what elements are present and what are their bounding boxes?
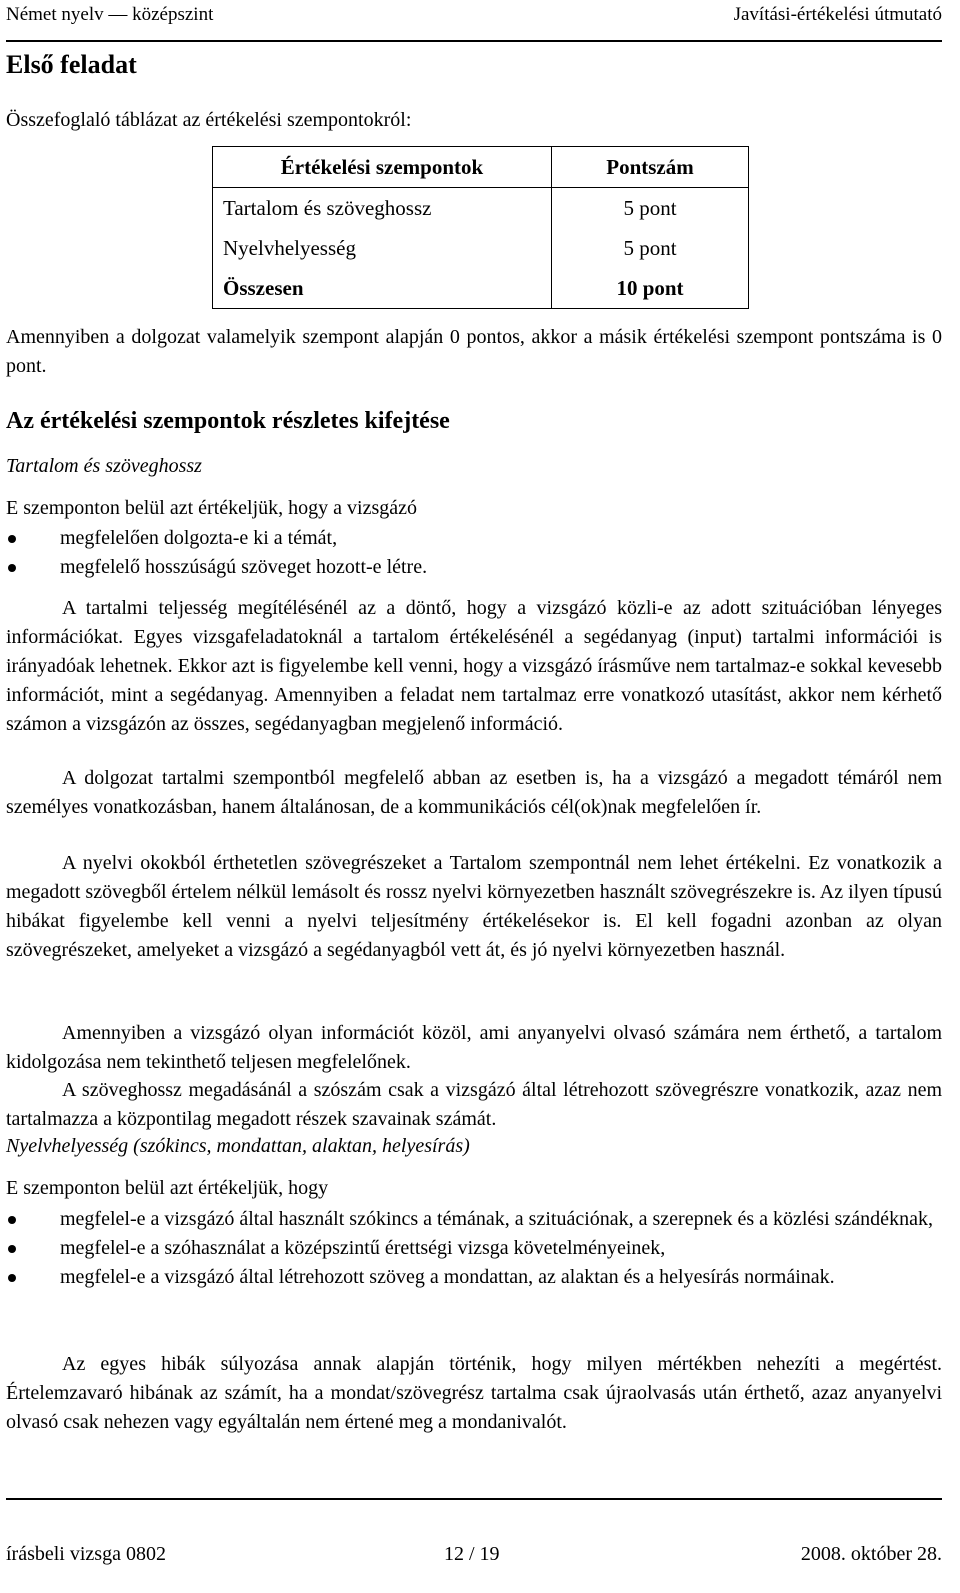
- language-lead: E szemponton belül azt értékeljük, hogy: [6, 1177, 329, 1199]
- table-cell-points: 5 pont: [552, 228, 749, 268]
- table-row: [213, 228, 749, 268]
- bullet-icon: [8, 1216, 16, 1224]
- language-paragraph: Az egyes hibák súlyozása annak alapján történik, hogy milyen mértékben nehezíti a megértést. Értelemzavaró hibának az számít, ha a mondat/szövegrész tartalma csak újraolvasás után érthető, azaz anyanyelvi olvasó csak nehezen vagy egyáltalán nem értené meg a mondanivalót.: [6, 1353, 942, 1433]
- bullet-icon: [8, 564, 16, 572]
- table-intro: Összefoglaló táblázat az értékelési szempontokról:: [6, 109, 412, 131]
- bullet-icon: [8, 1245, 16, 1253]
- table-cell-total-label: Összesen: [213, 268, 552, 309]
- list-item: megfelel-e a vizsgázó által használt szókincs a témának, a szituációnak, a szerepnek és a közlési szándéknak,: [6, 1205, 942, 1234]
- list-item: megfelelő hosszúságú szöveget hozott-e létre.: [6, 553, 942, 582]
- zero-rule-paragraph: Amennyiben a dolgozat valamelyik szempont alapján 0 pontos, akkor a másik értékelési szempont pontszáma is 0 pont.: [6, 326, 942, 377]
- table-header-criteria: Értékelési szempontok: [213, 147, 552, 188]
- list-item: megfelel-e a szóhasználat a középszintű érettségi vizsga követelményeinek,: [6, 1234, 942, 1263]
- footer-date: 2008. október 28.: [800, 1543, 942, 1565]
- content-paragraph-3: A nyelvi okokból érthetetlen szövegrészeket a Tartalom szempontnál nem lehet értékelni. Ez vonatkozik a megadott szövegből értelem nélkül lemásolt és rossz nyelvi környezetben használt szövegrészekre is. Az ilyen típusú hibákat figyelembe kell venni a nyelvi teljesítmény értékelésekor is. El kell fogadni azonban az olyan szövegrészeket, amelyeket a vizsgázó a segédanyagból vett át, és jó nyelvi környezetben használ.: [6, 852, 942, 961]
- content-bullet-list: [6, 524, 942, 582]
- table-cell-criteria: Nyelvhelyesség: [213, 228, 552, 268]
- table-header-row: [213, 147, 749, 188]
- table-header-points: Pontszám: [552, 147, 749, 188]
- content-paragraph-2: A dolgozat tartalmi szempontból megfelelő abban az esetben is, ha a vizsgázó a megadott témáról nem személyes vonatkozásban, hanem általánosan, de a kommunikációs cél(ok)nak megfelelően ír.: [6, 767, 942, 818]
- header-right: Javítási-értékelési útmutató: [733, 4, 942, 25]
- details-heading: Az értékelési szempontok részletes kifejtése: [6, 408, 450, 434]
- bullet-icon: [8, 535, 16, 543]
- language-subheading: Nyelvhelyesség (szókincs, mondattan, alaktan, helyesírás): [6, 1135, 470, 1157]
- footer-left: írásbeli vizsga 0802: [6, 1543, 166, 1565]
- content-paragraph-5: A szöveghossz megadásánál a szószám csak a vizsgázó által létrehozott szövegrészre vonatkozik, azaz nem tartalmazza a központilag megadott részek szavainak számát.: [6, 1079, 942, 1130]
- content-paragraph-1: A tartalmi teljesség megítélésénél az a döntő, hogy a vizsgázó közli-e az adott szituációban lényeges információkat. Egyes vizsgafeladatoknál a tartalom értékelésénél a segédanyag (input) tartalmi információi is irányadóak lehetnek. Ekkor azt is figyelembe kell venni, hogy a vizsgázó írásműve nem tartalmaz-e sokkal kevesebb információt, mint a segédanyag. Amennyiben a feladat nem tartalmaz erre vonatkozó utasítást, akkor nem kérhető számon a vizsgázón az összes, segédanyagban megjelenő információ.: [6, 597, 942, 735]
- list-item: megfelelően dolgozta-e ki a témát,: [6, 524, 942, 553]
- table-total-row: [213, 268, 749, 309]
- table-cell-points: 5 pont: [552, 188, 749, 229]
- content-lead: E szemponton belül azt értékeljük, hogy a vizsgázó: [6, 497, 417, 519]
- header-rule: [6, 40, 942, 42]
- table-cell-criteria: Tartalom és szöveghossz: [213, 188, 552, 229]
- bullet-icon: [8, 1274, 16, 1282]
- page-number: 12 / 19: [444, 1543, 500, 1565]
- list-item: megfelel-e a vizsgázó által létrehozott szöveg a mondattan, az alaktan és a helyesírás normáinak.: [6, 1263, 942, 1292]
- footer-rule: [6, 1498, 942, 1500]
- summary-table: [212, 146, 749, 309]
- table-cell-total-points: 10 pont: [552, 268, 749, 309]
- section-title: Első feladat: [6, 50, 137, 79]
- page-header: [6, 4, 942, 26]
- content-paragraph-4: Amennyiben a vizsgázó olyan információt közöl, ami anyanyelvi olvasó számára nem érthető, a tartalom kidolgozása nem tekinthető teljesen megfelelőnek.: [6, 1022, 942, 1073]
- header-left: Német nyelv — középszint: [6, 4, 214, 25]
- table-row: [213, 188, 749, 229]
- language-bullet-list: [6, 1205, 942, 1292]
- content-subheading: Tartalom és szöveghossz: [6, 455, 202, 477]
